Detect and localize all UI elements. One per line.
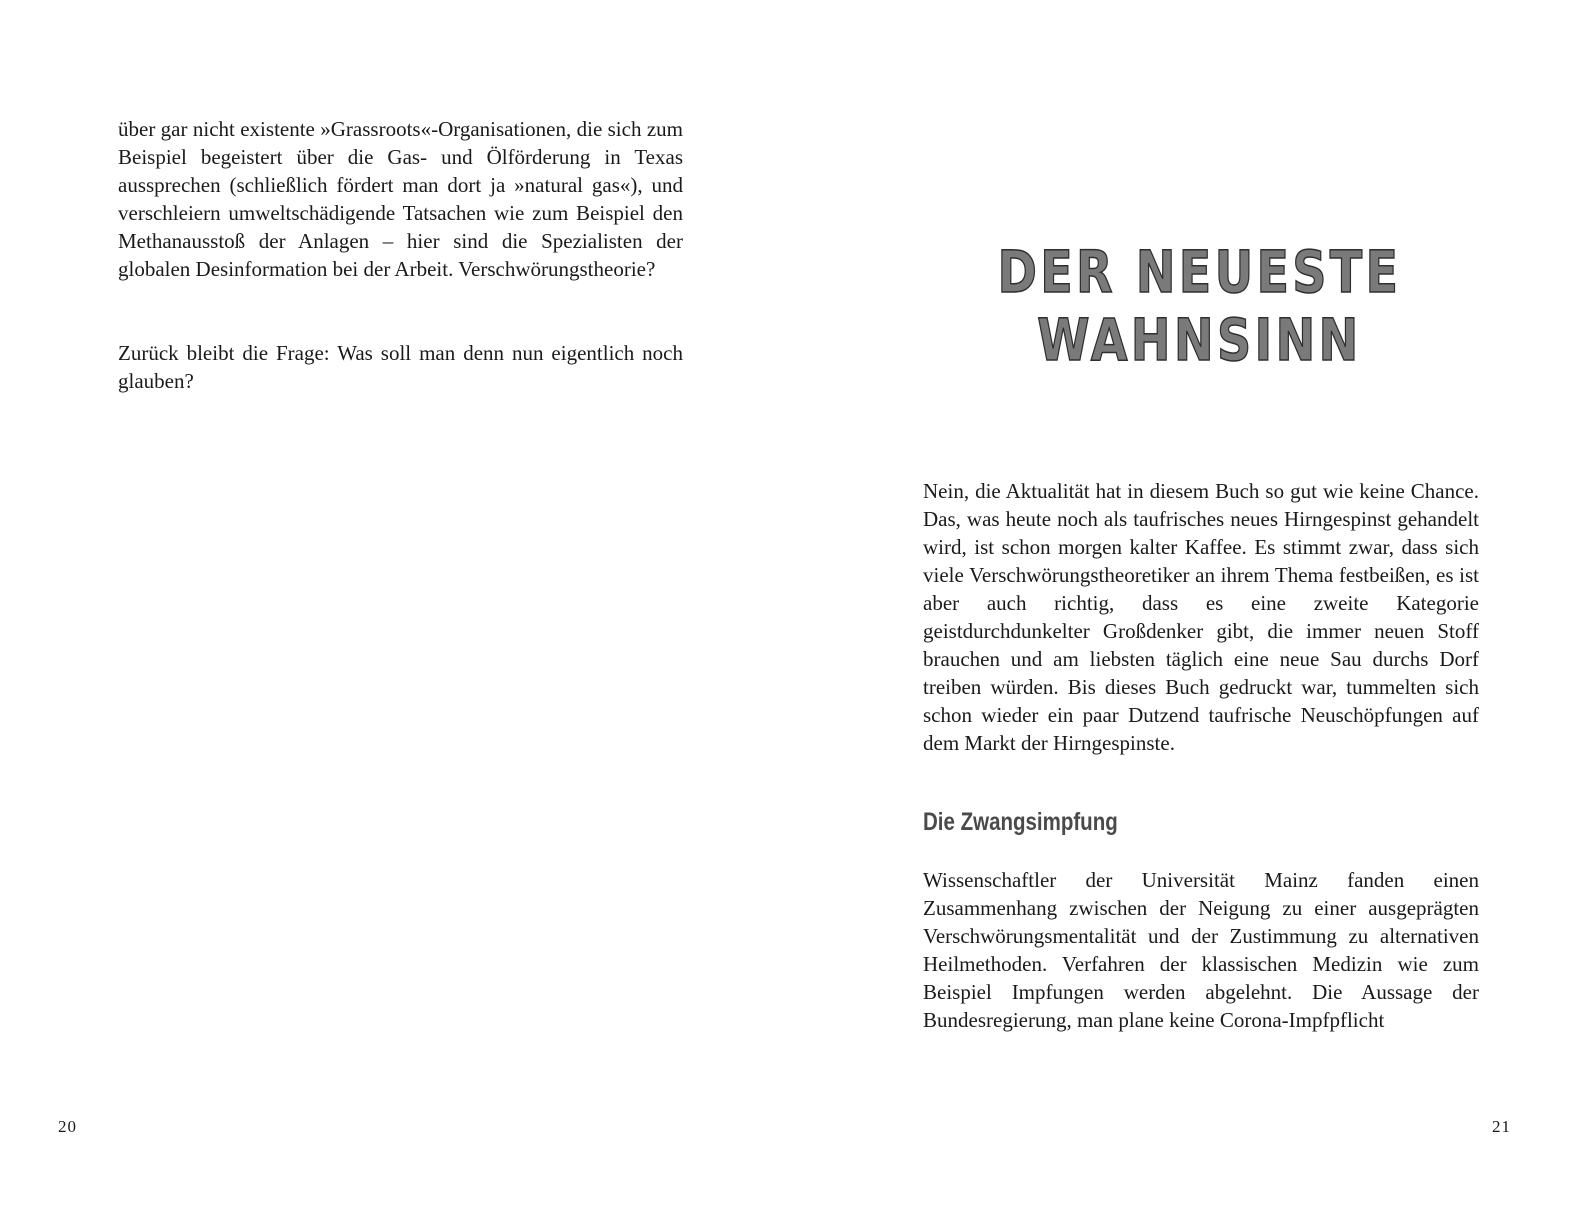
paragraph-text: Nein, die Aktualität hat in diesem Buch so gut wie keine Chance. Das, was heute noch als taufrisches neues Hirngespinst gehandelt wird, ist schon morgen kalter Kaffee. Es stimmt zwar, dass sich viele Verschwörungstheoretiker an ihrem Thema festbeißen, es ist aber auch richtig, dass es eine zweite Kategorie geistdurchdunkelter Großdenker gibt, die immer neuen Stoff brauchen und am liebsten täglich eine neue Sau durchs Dorf treiben würden. Bis dieses Buch gedruckt war, tummelten sich schon wieder ein paar Dutzend taufrische Neuschöpfungen auf dem Markt der Hirngespinste. — [923, 479, 1479, 755]
left-page-paragraph-1 — [118, 115, 683, 283]
page-number-right: 21 — [1492, 1117, 1511, 1136]
intro-paragraph — [923, 477, 1479, 757]
section-heading: Die Zwangsimpfung — [923, 808, 1118, 836]
chapter-title-line-1: DER NEUESTE — [997, 238, 1402, 306]
left-page-paragraph-2 — [118, 339, 683, 395]
paragraph-text: Wissenschaftler der Universität Mainz fanden einen Zusammenhang zwischen der Neigung zu einer ausgeprägten Verschwörungsmentalität und der Zustimmung zu alternativen Heilmethoden. Verfahren der klassischen Medizin wie zum Beispiel Impfungen werden abgelehnt. Die Aussage der Bundesregierung, man plane keine Corona-Impfpflicht — [923, 868, 1479, 1032]
chapter-title — [873, 238, 1527, 374]
paragraph-text: Zurück bleibt die Frage: Was soll man denn nun eigentlich noch glauben? — [118, 341, 683, 393]
section-paragraph — [923, 866, 1479, 1034]
chapter-title-line-2: WAHNSINN — [1037, 306, 1362, 374]
page-number-left: 20 — [58, 1117, 77, 1136]
right-page — [797, 0, 1594, 1211]
paragraph-text: über gar nicht existente »Grassroots«-Organisationen, die sich zum Beispiel begeistert über die Gas- und Ölförderung in Texas aussprechen (schließlich fördert man dort ja »natural gas«), und verschleiern umweltschädigende Tatsachen wie zum Beispiel den Methanausstoß der Anlagen – hier sind die Spezialisten der globalen Desinformation bei der Arbeit. Verschwörungstheorie? — [118, 117, 683, 281]
